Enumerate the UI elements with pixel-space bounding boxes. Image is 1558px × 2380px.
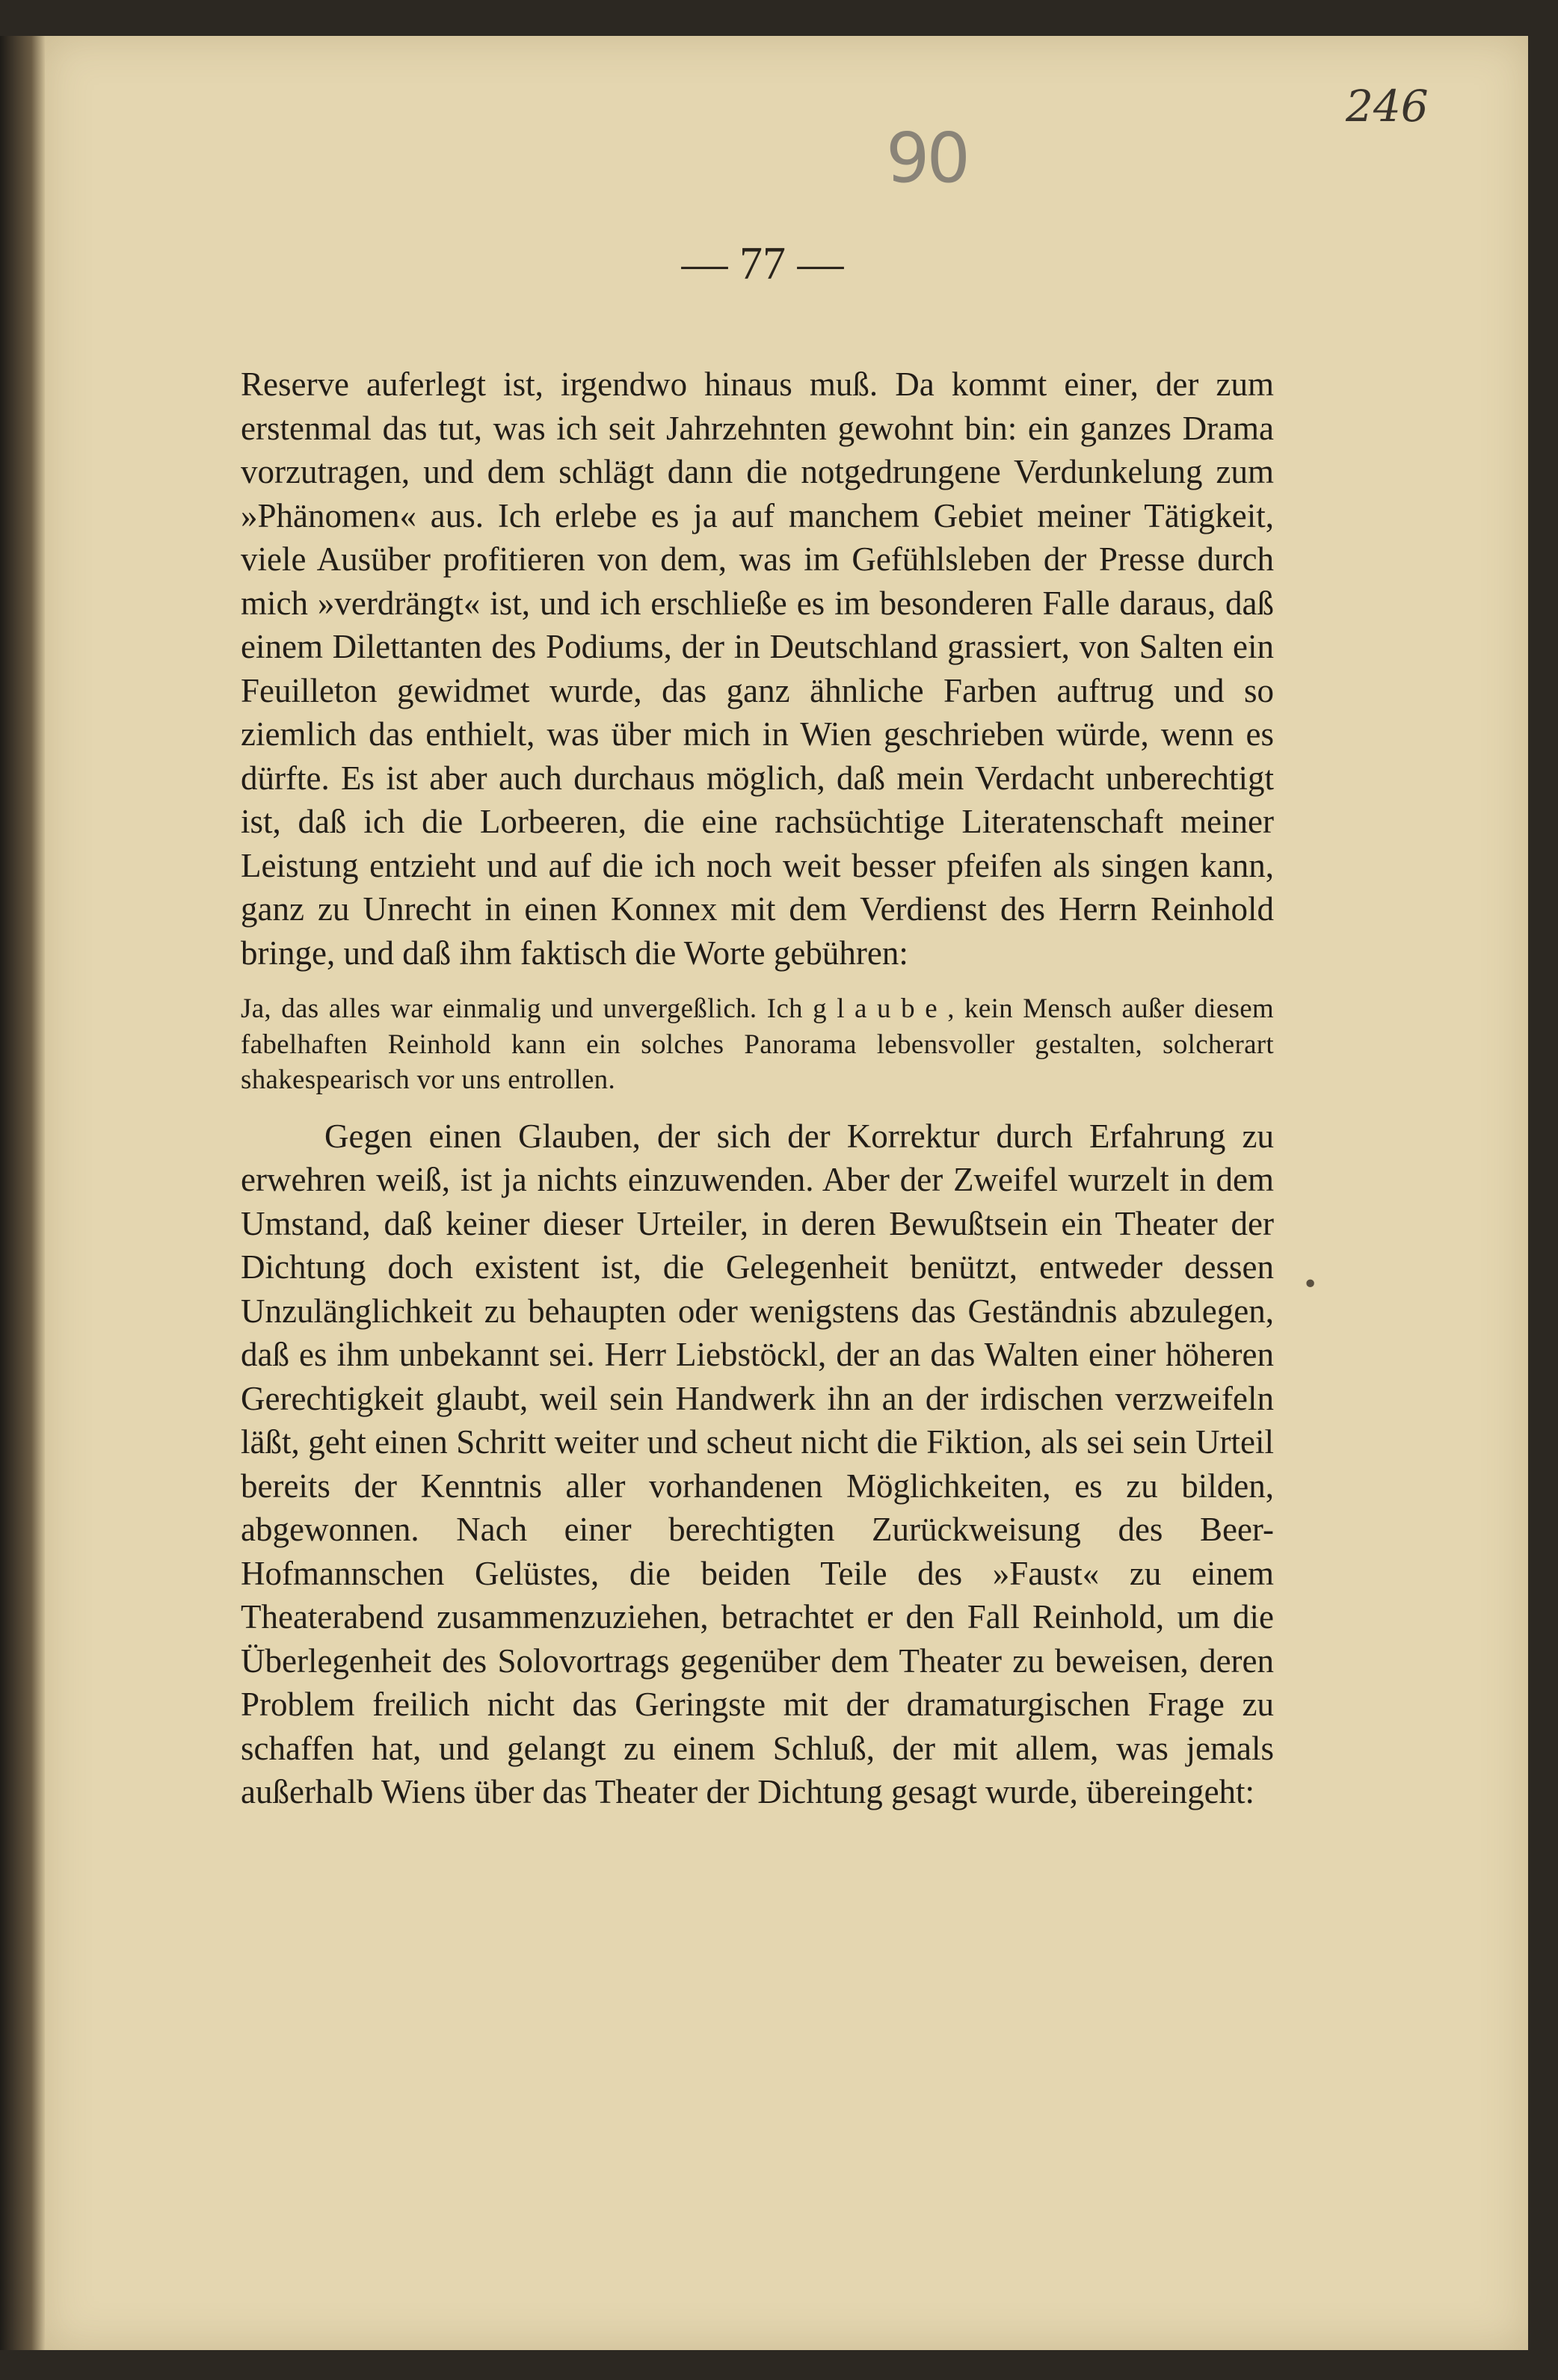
- block-quote: Ja, das alles war einmalig und unvergeßlich. Ich g l a u b e , kein Mensch außer diesem fabelhaften Reinhold kann ein solches Panorama lebensvoller gestalten, solcherart shakespearisch vor uns entrollen.: [241, 993, 1274, 1095]
- printed-page-number: — 77 —: [681, 238, 844, 289]
- book-gutter: [0, 36, 45, 2350]
- paragraph-1: Reserve auferlegt ist, irgendwo hinaus muß. Da kommt einer, der zum erstenmal das tut, was ich seit Jahrzehnten gewohnt bin: ein ganzes Drama vorzutragen, und dem schlägt dann die notgedrungene Verdunkelung zum »Phänomen« aus. Ich erlebe es ja auf manchem Gebiet meiner Tätigkeit, viele Ausüber profitieren von dem, was im Gefühlsleben der Presse durch mich »verdrängt« ist, und ich erschließe es im besonderen Falle daraus, daß einem Dilettanten des Podiums, der in Deutschland grassiert, von Salten ein Feuilleton gewidmet wurde, das ganz ähnliche Farben auftrug und so ziemlich das enthielt, was über mich in Wien geschrieben würde, wenn es dürfte. Es ist aber auch durchaus möglich, daß mein Verdacht unberechtigt ist, daß ich die Lorbeeren, die eine rachsüchtige Literatenschaft meiner Leistung entzieht und auf die ich noch weit besser pfeifen als singen kann, ganz zu Unrecht in einen Konnex mit dem Verdienst des Herrn Reinhold bringe, und daß ihm faktisch die Worte gebühren:: [241, 366, 1274, 972]
- stamped-number: 90: [886, 118, 968, 198]
- paragraph-2: Gegen einen Glauben, der sich der Korrektur durch Erfahrung zu erwehren weiß, ist ja nichts einzuwenden. Aber der Zweifel wurzelt in dem Umstand, daß keiner dieser Urteiler, in deren Bewußtsein ein Theater der Dichtung doch existent ist, die Gelegenheit benützt, entweder dessen Unzulänglichkeit zu behaupten oder wenigstens das Geständnis abzulegen, daß es ihm unbekannt sei. Herr Liebstöckl, der an das Walten einer höheren Gerechtigkeit glaubt, weil sein Handwerk ihn an der irdischen verzweifeln läßt, geht einen Schritt weiter und scheut nicht die Fiktion, als sei sein Urteil bereits der Kenntnis aller vorhandenen Möglichkeiten, es zu bilden, abgewonnen. Nach einer berechtigten Zurückweisung des Beer-Hofmannschen Gelüstes, die beiden Teile des »Faust« zu einem Theaterabend zusammenzuziehen, betrachtet er den Fall Reinhold, um die Überlegenheit des Solovortrags gegenüber dem Theater zu beweisen, deren Problem freilich nicht das Geringste mit der dramaturgischen Frage zu schaffen hat, und gelangt zu einem Schluß, der mit allem, was jemals außerhalb Wiens über das Theater der Dichtung gesagt wurde, übereingeht:: [241, 1117, 1274, 1810]
- handwritten-folio-number: 246: [1346, 81, 1429, 132]
- body-text: [241, 363, 1274, 1814]
- margin-mark: •: [1302, 1269, 1319, 1300]
